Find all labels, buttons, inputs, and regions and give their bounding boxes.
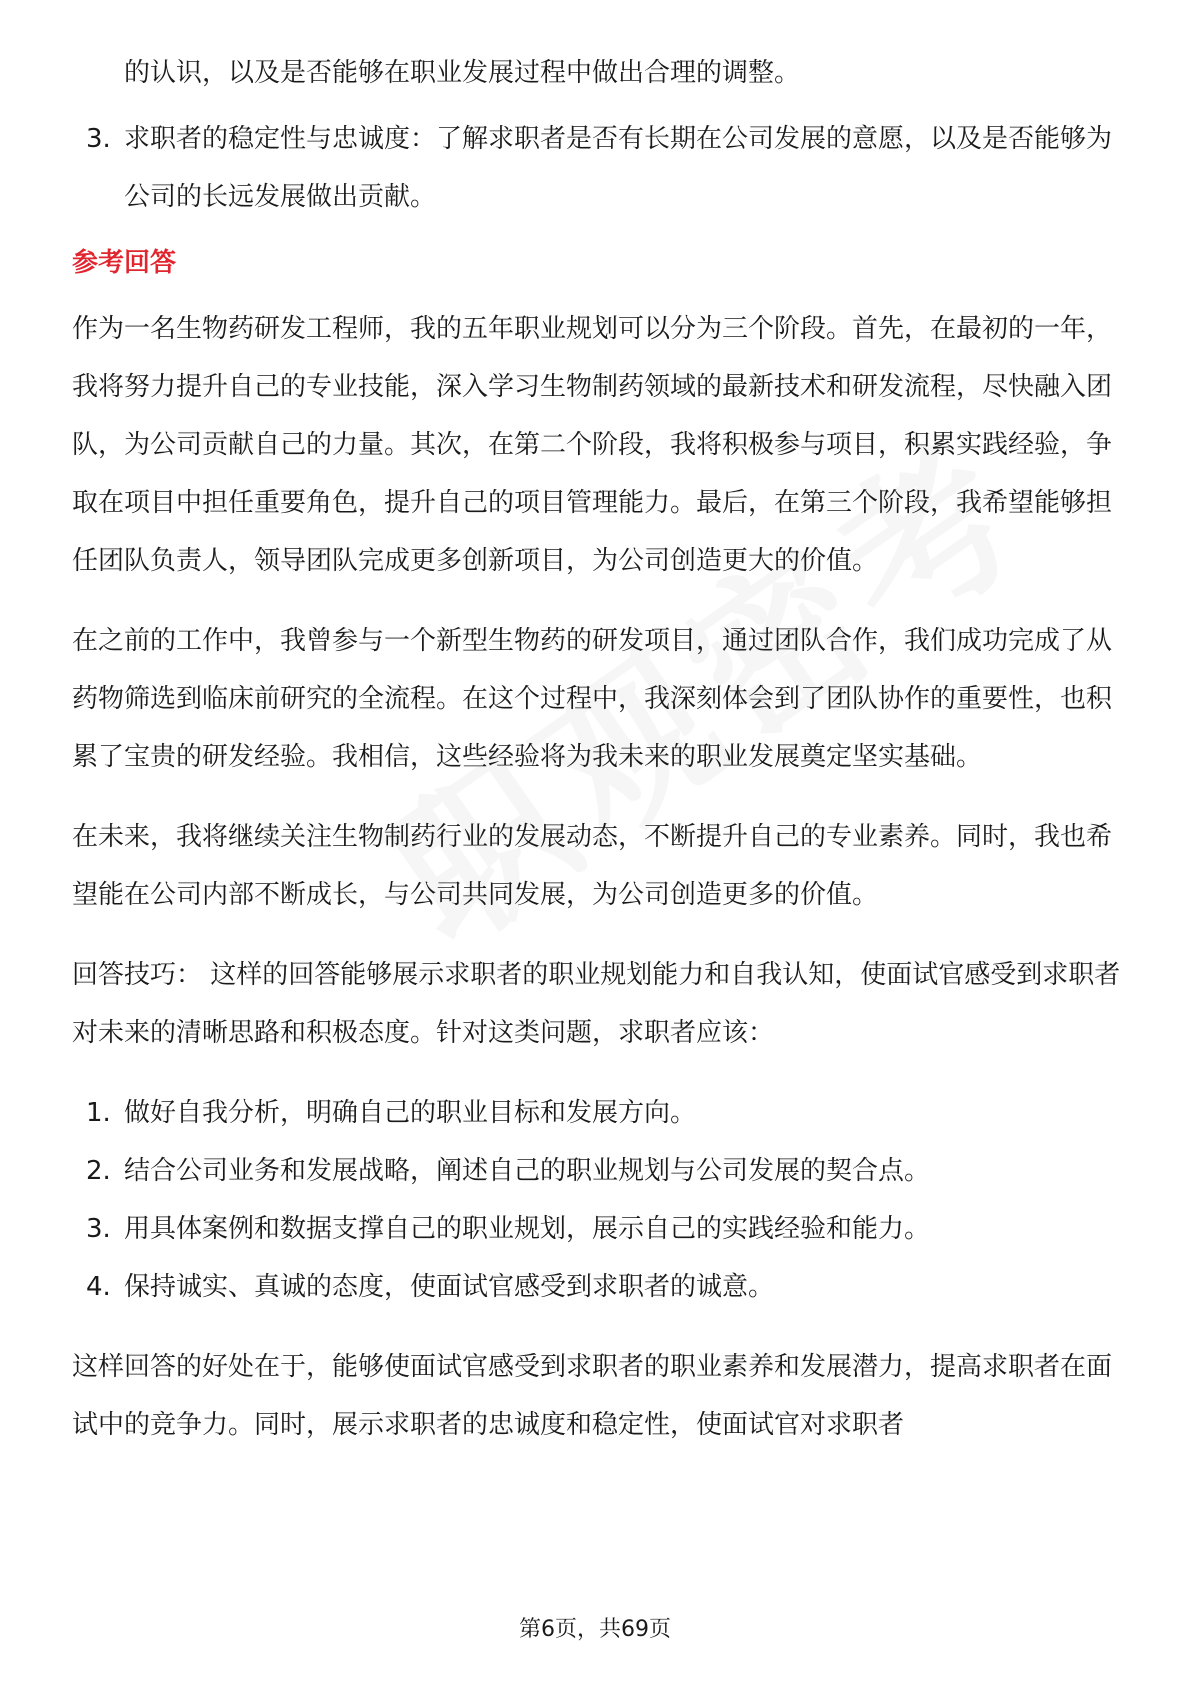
- tips-item-2: [72, 1142, 1122, 1200]
- tips-item-3: [72, 1200, 1122, 1258]
- tips-intro: 回答技巧： 这样的回答能够展示求职者的职业规划能力和自我认知，使面试官感受到求职者对未来的清晰思路和积极态度。针对这类问题，求职者应该：: [72, 960, 1121, 1048]
- list-item-text: 求职者的稳定性与忠诚度：了解求职者是否有长期在公司发展的意愿，以及是否能够为公司的长远发展做出贡献。: [124, 124, 1113, 212]
- page-footer: 第6页，共69页: [519, 1617, 671, 1642]
- tips-item-1: [72, 1084, 1122, 1142]
- list-item-text: 保持诚实、真诚的态度，使面试官感受到求职者的诚意。: [124, 1272, 775, 1302]
- list-number: 3.: [86, 124, 111, 154]
- page-content: [72, 44, 1122, 1454]
- list-continuation: [72, 44, 1122, 102]
- list-number: 2.: [86, 1156, 111, 1186]
- list-item-3: [72, 110, 1122, 226]
- list-number: 4.: [86, 1272, 111, 1302]
- list-number: 3.: [86, 1214, 111, 1244]
- answer-heading: 参考回答: [72, 248, 177, 278]
- list-item-text: 结合公司业务和发展战略，阐述自己的职业规划与公司发展的契合点。: [124, 1156, 931, 1186]
- continuation-text: 的认识，以及是否能够在职业发展过程中做出合理的调整。: [124, 58, 801, 88]
- paragraph-4: 这样回答的好处在于，能够使面试官感受到求职者的职业素养和发展潜力，提高求职者在面试中的竞争力。同时，展示求职者的忠诚度和稳定性，使面试官对求职者: [72, 1352, 1113, 1440]
- tips-item-4: [72, 1258, 1122, 1316]
- list-item-text: 用具体案例和数据支撑自己的职业规划，展示自己的实践经验和能力。: [124, 1214, 931, 1244]
- list-item-text: 做好自我分析，明确自己的职业目标和发展方向。: [124, 1098, 697, 1128]
- paragraph-2: 在之前的工作中，我曾参与一个新型生物药的研发项目，通过团队合作，我们成功完成了从药物筛选到临床前研究的全流程。在这个过程中，我深刻体会到了团队协作的重要性，也积累了宝贵的研发经验。我相信，这些经验将为我未来的职业发展奠定坚实基础。: [72, 626, 1113, 772]
- paragraph-1: 作为一名生物药研发工程师，我的五年职业规划可以分为三个阶段。首先，在最初的一年，我将努力提升自己的专业技能，深入学习生物制药领域的最新技术和研发流程，尽快融入团队，为公司贡献自己的力量。其次，在第二个阶段，我将积极参与项目，积累实践经验，争取在项目中担任重要角色，提升自己的项目管理能力。最后，在第三个阶段，我希望能够担任团队负责人，领导团队完成更多创新项目，为公司创造更大的价值。: [72, 314, 1113, 576]
- paragraph-3: 在未来，我将继续关注生物制药行业的发展动态，不断提升自己的专业素养。同时，我也希望能在公司内部不断成长，与公司共同发展，为公司创造更多的价值。: [72, 822, 1113, 910]
- list-number: 1.: [86, 1098, 111, 1128]
